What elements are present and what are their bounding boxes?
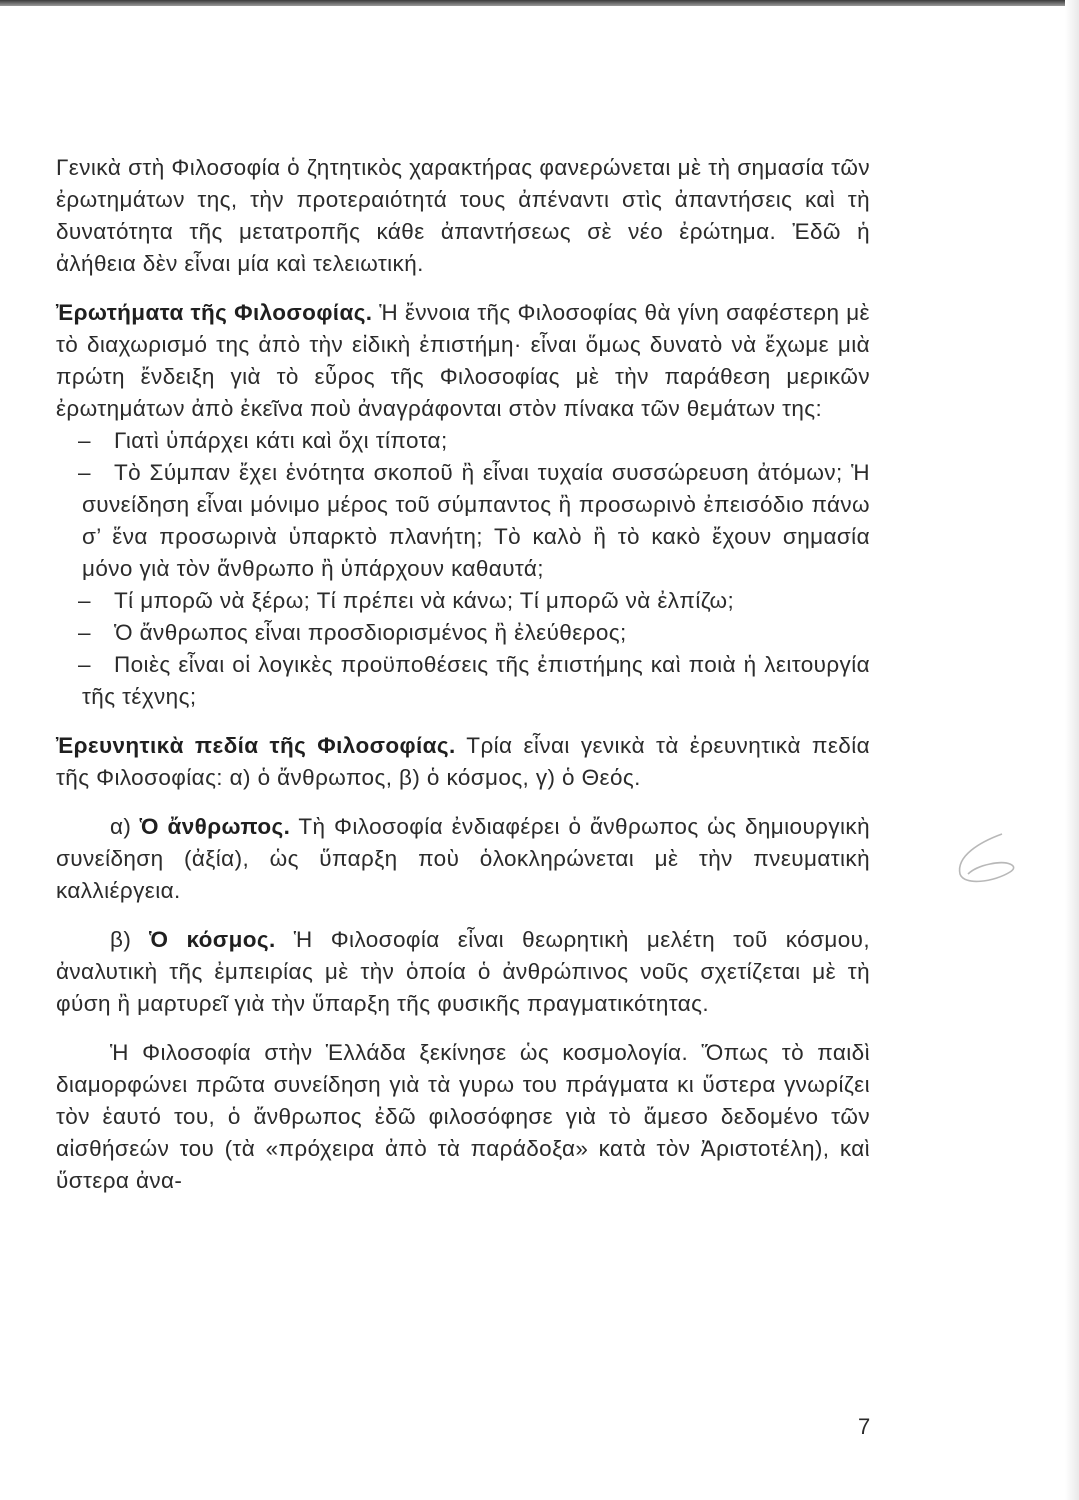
page-number: 7: [858, 1414, 871, 1439]
questions-paragraph: [56, 297, 870, 425]
questions-text: Ἡ ἔννοια τῆς Φιλοσοφίας θὰ γίνη σαφέστερη μὲ τὸ διαχωρισμό της ἀπὸ τὴν εἰδικὴ ἐπιστήμη· εἶναι ὅμως δυνατὸ νὰ ἔχωμε μιὰ πρώτη ἔνδειξη γιὰ τὸ εὖρος τῆς Φιλοσοφίας μὲ τὴν παράθεση μερικῶν ἐρωτημάτων ἀπὸ ἐκεῖνα ποὺ ἀναγράφονται στὸν πίνακα τῶν θεμάτων της:: [56, 300, 870, 421]
question-item: [56, 585, 870, 617]
dash-marker: –: [78, 620, 91, 645]
field-b-marker: β): [110, 927, 132, 952]
scan-right-edge: [1065, 0, 1079, 1500]
dash-marker: –: [78, 652, 91, 677]
page-body: [56, 152, 870, 1197]
field-b-heading: Ὁ κόσμος.: [149, 927, 276, 952]
question-text: Τί μπορῶ νὰ ξέρω; Τί πρέπει νὰ κάνω; Τί μπορῶ νὰ ἐλπίζω;: [114, 588, 735, 613]
scan-top-edge: [0, 0, 1079, 6]
question-text: Ποιὲς εἶναι οἱ λογικὲς προϋποθέσεις τῆς ἐπιστήμης καὶ ποιὰ ἡ λειτουργία τῆς τέχνης;: [82, 652, 870, 709]
question-item: [56, 425, 870, 457]
question-text: Γιατὶ ὑπάρχει κάτι καὶ ὄχι τίποτα;: [114, 428, 448, 453]
field-a-paragraph: [56, 811, 870, 907]
question-text: Τὸ Σύμπαν ἔχει ἑνότητα σκοποῦ ἢ εἶναι τυχαία συσσώρευση ἀτόμων; Ἡ συνείδηση εἶναι μόνιμο μέρος τοῦ σύμπαντος ἢ προσωρινὸ ἐπεισόδιο πάνω σ’ ἕνα προσωρινὰ ὑπαρκτὸ πλανήτη; Τὸ καλὸ ἢ τὸ κακὸ ἔχουν σημασία μόνο γιὰ τὸν ἄνθρωπο ἢ ὑπάρχουν καθαυτά;: [82, 460, 870, 581]
dash-marker: –: [78, 588, 91, 613]
field-a-marker: α): [110, 814, 132, 839]
field-a-heading: Ὁ ἄνθρωπος.: [139, 814, 291, 839]
pen-mark-icon: [950, 830, 1030, 890]
field-b-text: Ἡ Φιλοσοφία εἶναι θεωρητικὴ μελέτη τοῦ κόσμου, ἀναλυτικὴ τῆς ἐμπειρίας μὲ τὴν ὁποία ὁ ἀνθρώπινος νοῦς σχετίζεται μὲ τὴ φύση ἢ μαρτυρεῖ γιὰ τὴν ὕπαρξη τῆς φυσικῆς πραγματικότητας.: [56, 927, 870, 1016]
intro-paragraph: Γενικὰ στὴ Φιλοσοφία ὁ ζητητικὸς χαρακτήρας φανερώνεται μὲ τὴ σημασία τῶν ἐρωτημάτων της, τὴν προτεραιότητά τους ἀπέναντι στὶς ἀπαντήσεις καὶ τὴ δυνατότητα τῆς μετατροπῆς κάθε ἀπαντήσεως σὲ νέο ἐρώτημα. Ἐδῶ ἡ ἀλήθεια δὲν εἶναι μία καὶ τελειωτική.: [56, 155, 870, 276]
fields-heading: Ἐρευνητικὰ πεδία τῆς Φιλοσοφίας.: [56, 733, 456, 758]
question-item: [56, 457, 870, 585]
question-text: Ὁ ἄνθρωπος εἶναι προσδιορισμένος ἢ ἐλεύθερος;: [114, 620, 627, 645]
field-b-paragraph: [56, 924, 870, 1020]
field-a-text: Τὴ Φιλοσοφία ἐνδιαφέρει ὁ ἄνθρωπος ὡς δημιουργικὴ συνείδηση (ἀξία), ὡς ὕπαρξη ποὺ ὁλοκληρώνεται μὲ τὴν πνευματικὴ καλλιέργεια.: [56, 814, 870, 903]
dash-marker: –: [78, 460, 91, 485]
fields-paragraph: [56, 730, 870, 794]
question-item: [56, 649, 870, 713]
question-item: [56, 617, 870, 649]
closing-paragraph: Ἡ Φιλοσοφία στὴν Ἑλλάδα ξεκίνησε ὡς κοσμολογία. Ὅπως τὸ παιδὶ διαμορφώνει πρῶτα συνείδηση γιὰ τὰ γυρω του πράγματα κι ὕστερα γνωρίζει τὸν ἑαυτό του, ὁ ἄνθρωπος ἐδῶ φιλοσόφησε γιὰ τὸ ἄμεσο δεδομένο τῶν αἰσθήσεών του (τὰ «πρόχειρα ἀπὸ τὰ παράδοξα» κατὰ τὸν Ἀριστοτέλη), καὶ ὕστερα ἀνα-: [56, 1040, 870, 1193]
questions-heading: Ἐρωτήματα τῆς Φιλοσοφίας.: [56, 300, 373, 325]
dash-marker: –: [78, 428, 91, 453]
fields-text: Τρία εἶναι γενικὰ τὰ ἐρευνητικὰ πεδία τῆς Φιλοσοφίας: α) ὁ ἄνθρωπος, β) ὁ κόσμος, γ) ὁ Θεός.: [56, 733, 870, 790]
